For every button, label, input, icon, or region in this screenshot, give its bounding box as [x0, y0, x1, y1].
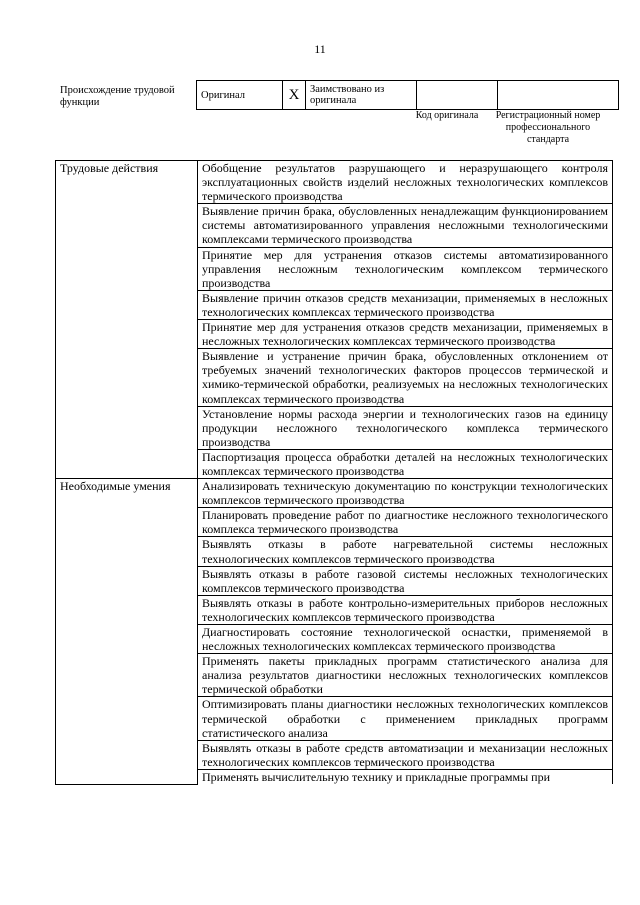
table-cell: Диагностировать состояние технологической оснастки, применяемой в несложных технологических комплексах термического производства — [198, 625, 613, 654]
table-cell: Анализировать техническую документацию по конструкции технологических комплексов термического производства — [198, 479, 613, 508]
table-cell: Установление нормы расхода энергии и технологических газов на единицу продукции несложного технологического комплекса термического производства — [198, 406, 613, 449]
table-cell: Применять пакеты прикладных программ статистического анализа для анализа результатов диагностики несложных технологических комплексов термической обработки — [198, 654, 613, 697]
reg-number-cell — [498, 81, 619, 110]
code-cell — [417, 81, 498, 110]
section-title: Необходимые умения — [56, 479, 198, 784]
table-row — [56, 161, 613, 204]
table-row — [56, 479, 613, 508]
original-cell: Оригинал — [197, 81, 283, 110]
borrowed-cell: Заимствовано из оригинала — [306, 81, 417, 110]
table-cell: Выявление причин отказов средств механизации, применяемых в несложных технологических комплексах термического производства — [198, 290, 613, 319]
table-cell: Выявление причин брака, обусловленных ненадлежащим функционированием системы автоматизированного управления несложными технологическими комплексами термического производства — [198, 204, 613, 247]
code-caption: Код оригинала — [415, 110, 479, 121]
table-cell: Оптимизировать планы диагностики несложных технологических комплексов термической обработки с применением прикладных программ статистического анализа — [198, 697, 613, 740]
table-cell: Выявление и устранение причин брака, обусловленных отклонением от требуемых значений технологических факторов процессов термической и химико-термической обработки, реализуемых на несложных технологических комплексах термического производства — [198, 349, 613, 406]
origin-label: Происхождение трудовой функции — [60, 85, 175, 108]
table-cell: Обобщение результатов разрушающего и неразрушающего контроля эксплуатационных свойств изделий несложных технологических комплексов термического производства — [198, 161, 613, 204]
table-cell: Выявлять отказы в работе средств автоматизации и механизации несложных технологических комплексов термического производства — [198, 740, 613, 769]
page-number: 11 — [314, 42, 326, 56]
reg-caption: Регистрационный номер профессионального стандарта — [495, 110, 601, 145]
table-cell: Принятие мер для устранения отказов системы автоматизированного управления несложным технологическим комплексом термического производства — [198, 247, 613, 290]
function-table — [55, 160, 613, 785]
original-mark: X — [283, 81, 306, 110]
table-cell: Применять вычислительную технику и прикладные программы при — [198, 769, 613, 784]
section-title: Трудовые действия — [56, 161, 198, 479]
table-cell: Выявлять отказы в работе газовой системы несложных технологических комплексов термического производства — [198, 566, 613, 595]
table-cell: Паспортизация процесса обработки деталей на несложных технологических комплексах термического производства — [198, 449, 613, 478]
origin-table — [196, 80, 619, 110]
table-cell: Принятие мер для устранения отказов средств механизации, применяемых в несложных технологических комплексах термического производства — [198, 320, 613, 349]
table-cell: Планировать проведение работ по диагностике несложного технологического комплекса термического производства — [198, 508, 613, 537]
table-cell: Выявлять отказы в работе контрольно-измерительных приборов несложных технологических комплексов термического производства — [198, 595, 613, 624]
table-cell: Выявлять отказы в работе нагревательной системы несложных технологических комплексов термического производства — [198, 537, 613, 566]
